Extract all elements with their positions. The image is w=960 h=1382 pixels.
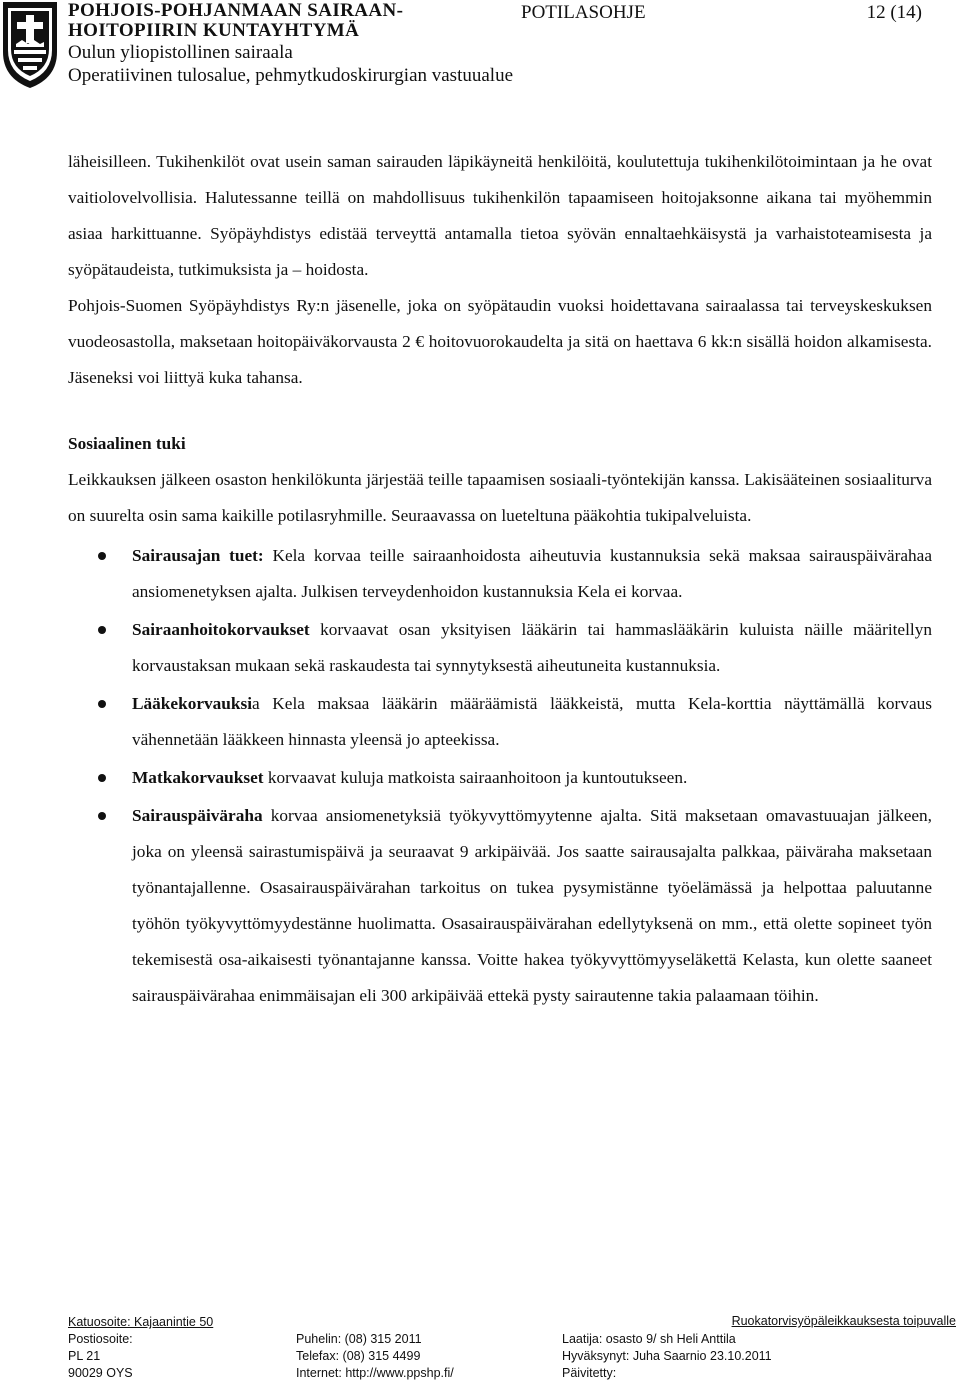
footer-author: Laatija: osasto 9/ sh Heli Anttila (562, 1332, 736, 1346)
support-services-list (68, 538, 932, 1014)
footer-postal-label: Postiosoite: (68, 1332, 133, 1346)
list-item (68, 612, 932, 684)
hospital-district-logo (0, 0, 60, 90)
bullet-icon (98, 700, 106, 708)
document-body (68, 144, 932, 1016)
bullet-icon (98, 812, 106, 820)
footer-street-address: Katuosoite: Kajaanintie 50 (68, 1315, 214, 1329)
list-item-text: Kela korvaa teille sairaanhoidosta aiheutuvia kustannuksia sekä maksaa sairauspäivärahaa ansiomenetyksen ajalta. Julkisen terveydenhoidon kustannuksia Kela ei korvaa. (132, 546, 932, 601)
paragraph: Leikkauksen jälkeen osaston henkilökunta järjestää teille tapaamisen sosiaali-työntekijän kanssa. Lakisääteinen sosiaaliturva on suurelta osin sama kaikille potilasryhmille. Seuraavassa on lueteltuna pääkohtia tukipalveluista. (68, 470, 932, 525)
list-item-text: korvaavat osan yksityisen lääkärin tai hammaslääkärin kuluista näille määritellyn korvaustaksan mukaan sekä raskaudesta tai synnytyksestä aiheutuneita kustannuksia. (132, 620, 932, 675)
organization-subtitle: Oulun yliopistollinen sairaala Operatiivinen tulosalue, pehmytkudoskirurgian vastuualue (68, 42, 513, 86)
list-item (68, 798, 932, 1014)
list-item (68, 686, 932, 758)
list-item (68, 760, 932, 796)
organization-name: POHJOIS-POHJANMAAN SAIRAAN- HOITOPIIRIN KUNTAYHTYMÄ (68, 0, 404, 41)
list-item (68, 538, 932, 610)
document-type: POTILASOHJE (521, 2, 646, 23)
bullet-icon (98, 626, 106, 634)
list-item-text: a Kela maksaa lääkärin määräämistä lääkkeistä, mutta Kela-korttia näyttämällä korvaus vähennetään lääkkeen hinnasta yleensä jo apteekissa. (132, 694, 932, 749)
paragraph: läheisilleen. Tukihenkilöt ovat usein saman sairauden läpikäyneitä henkilöitä, koulutettuja tukihenkilötoimintaan ja he ovat vaitiolovelvollisia. Halutessanne teillä on mahdollisuus tukihenkilön tapaamiseen hoitojaksonne aikana tai myöhemmin asiaa harkittuanne. Syöpäyhdistys edistää terveyttä antamalla tietoa syövän ennaltaehkäisystä ja varhaistoteamisesta ja syöpätaudeista, tutkimuksista ja – hoidosta. (68, 152, 932, 279)
bullet-icon (98, 552, 106, 560)
footer-document-name: Ruokatorvisyöpäleikkauksesta toipuvalle (731, 1314, 956, 1328)
list-item-term: Sairausajan tuet: (132, 546, 264, 565)
page-number: 12 (14) (866, 2, 922, 23)
bullet-icon (98, 774, 106, 782)
list-item-term: Sairaanhoitokorvaukset (132, 620, 310, 639)
section-heading: Sosiaalinen tuki (68, 434, 186, 453)
footer-approved: Hyväksynyt: Juha Saarnio 23.10.2011 (562, 1349, 772, 1363)
paragraph: Pohjois-Suomen Syöpäyhdistys Ry:n jäsenelle, joka on syöpätaudin vuoksi hoidettavana sairaalassa tai terveyskeskuksen vuodeosastolla, maksetaan hoitopäiväkorvausta 2 € hoitovuorokaudelta ja sitä on haettava 6 kk:n sisällä hoidon alkamisesta. Jäseneksi voi liittyä kuka tahansa. (68, 296, 932, 387)
list-item-term: Matkakorvaukset (132, 768, 264, 787)
footer-updated: Päivitetty: (562, 1366, 617, 1380)
footer-fax: Telefax: (08) 315 4499 (296, 1349, 421, 1363)
list-item-term: Lääkekorvauksi (132, 694, 253, 713)
footer-postal-code: 90029 OYS (68, 1366, 133, 1380)
footer-internet: Internet: http://www.ppshp.fi/ (296, 1366, 454, 1380)
footer-phone: Puhelin: (08) 315 2011 (296, 1332, 422, 1346)
footer-postal-box: PL 21 (68, 1349, 101, 1363)
list-item-text: korvaavat kuluja matkoista sairaanhoitoon ja kuntoutukseen. (263, 768, 688, 787)
list-item-term: Sairauspäiväraha (132, 806, 263, 825)
list-item-text: korvaa ansiomenetyksiä työkyvyttömyytenne ajalta. Sitä maksetaan omavastuuajan jälkeen, joka on yleensä sairastumispäivä ja seuraavat 9 arkipäivää. Jos saatte sairausajalta palkkaa, päiväraha maksetaan työnantajallenne. Osasairauspäivärahan tarkoitus on tukea pysymistänne työelämässä ja helpottaa paluutanne työhön työkyvyttömyydestänne huolimatta. Osasairauspäivärahan edellytyksenä on mm., että olette sopineet työn tekemisestä osa-aikaisesti työnantajanne kanssa. Voitte hakea työkyvyttömyyseläkettä Kelasta, kun olette saaneet sairauspäivärahaa enimmäisajan eli 300 arkipäivää ettekä pysty sairautenne takia palaamaan töihin. (132, 806, 932, 1005)
